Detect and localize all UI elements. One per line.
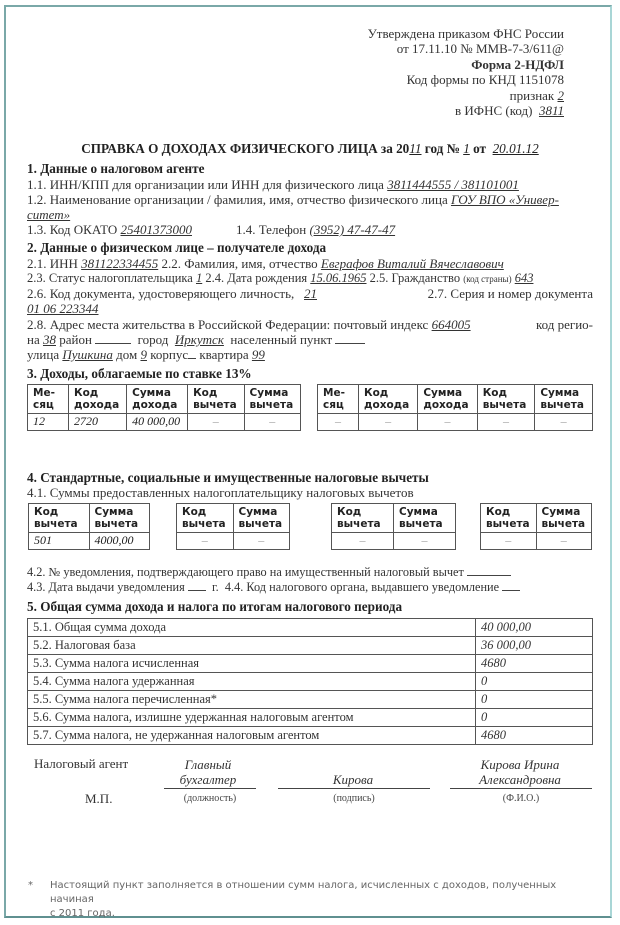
signature-caption: (подпись) — [333, 793, 375, 804]
ifns-value: 3811 — [538, 103, 564, 119]
footnote-text: Настоящий пункт заполняется в отношении сумм налога, исчисленных с доходов, полученных начиная с 2011 года. — [50, 880, 557, 919]
section3-heading: 3. Доходы, облагаемые по ставке 13% — [27, 366, 252, 381]
col-income-sum: Сумма дохода — [127, 385, 188, 414]
agent-label: Налоговый агент — [34, 756, 129, 771]
knd-line: Код формы по КНД 1151078 — [406, 72, 564, 88]
income-table-left — [27, 384, 301, 431]
table-row: 501 4000,00 — [29, 533, 150, 550]
section1-inn: 1.1. ИНН/КПП для организации или ИНН для физического лица 3811444555 / 381101001 — [27, 177, 519, 192]
deduction-table-4: Код вычета Сумма вычета – – — [480, 503, 592, 550]
section2-heading: 2. Данные о физическом лице – получателе дохода — [27, 240, 327, 255]
section1-okato-phone: 1.3. Код ОКАТО 25401373000 1.4. Телефон (3952) 47-47-47 — [27, 222, 396, 237]
order-line: от 17.11.10 № ММВ-7-3/611@ — [396, 41, 564, 57]
form-name: Форма 2-НДФЛ — [471, 56, 564, 72]
table-row: 12 2720 40 000,00 – – — [28, 414, 301, 431]
deduction-table-3: Код вычета Сумма вычета – – — [331, 503, 456, 550]
signature-line — [278, 788, 430, 789]
col-income-code: Код дохода — [69, 385, 127, 414]
notice-number: 4.2. № уведомления, подтверждающего право на имущественный налоговый вычет — [27, 565, 593, 580]
deduction-table-1: Код вычета Сумма вычета 501 4000,00 — [28, 503, 150, 550]
fio-value: Кирова Ирина Александровна — [479, 757, 561, 787]
table-row: 5.2. Налоговая база 36 000,00 — [28, 637, 593, 655]
col-deduction-sum: Сумма вычета — [244, 385, 300, 414]
col-deduction-code: Код вычета — [188, 385, 244, 414]
section2-inn-fio: 2.1. ИНН 381122334455 2.2. Фамилия, имя, отчество Евграфов Виталий Вячеславович — [27, 256, 504, 271]
section2-address: 2.8. Адрес места жительства в Российской Федерации: почтовый индекс 664005 код регио- — [27, 317, 593, 332]
deduction-table-2: Код вычета Сумма вычета – – — [176, 503, 290, 550]
title-date: 20.01.12 — [492, 141, 539, 156]
table-row: 5.5. Сумма налога перечисленная* 0 — [28, 691, 593, 709]
section4-heading: 4. Стандартные, социальные и имущественные налоговые вычеты — [27, 470, 429, 485]
footnote-mark: * — [28, 880, 33, 891]
title-year: 11 — [409, 141, 422, 156]
income-table-right: Ме- сяц Код дохода Сумма дохода Код вычета Сумма вычета – – – – – — [317, 384, 593, 431]
section2-doc: 2.6. Код документа, удостоверяющего личность, 21 2.7. Серия и номер документа — [27, 286, 593, 301]
section2-address-2: на 38 район город Иркутск населенный пункт — [27, 332, 593, 347]
section2-status-birth: 2.3. Статус налогоплательщика 1 2.4. Дата рождения 15.06.1965 2.5. Гражданство (код страны) 643 — [27, 271, 534, 285]
section2-doc-series: 01 06 223344 — [27, 301, 99, 316]
notice-date-org: 4.3. Дата выдачи уведомления г. 4.4. Код налогового органа, выдавшего уведомление — [27, 580, 593, 595]
table-row: – – – – – — [318, 414, 593, 431]
table-row: 5.7. Сумма налога, не удержанная налоговым агентом 4680 — [28, 727, 593, 745]
position-line — [164, 788, 256, 789]
section1-heading: 1. Данные о налоговом агенте — [27, 161, 205, 176]
signature-value: Кирова — [332, 772, 374, 787]
sign-value: 2 — [557, 87, 564, 103]
ifns-line: в ИФНС (код) 3811 — [455, 103, 564, 119]
position-value: Главный бухгалтер — [179, 757, 237, 787]
section1-name-cont: ситет» — [27, 207, 71, 222]
section1-name: 1.2. Наименование организации / фамилия, имя, отчество физического лица ГОУ ВПО «Универ- — [27, 192, 559, 207]
stamp-label: М.П. — [85, 791, 113, 806]
table-row: – – — [481, 533, 592, 550]
position-caption: (должность) — [183, 793, 237, 804]
section5-heading: 5. Общая сумма дохода и налога по итогам налогового периода — [27, 599, 403, 614]
section4-sub: 4.1. Суммы предоставленных налогоплательщику налоговых вычетов — [27, 485, 414, 500]
fio-line — [450, 788, 592, 789]
title-number: 1 — [463, 141, 470, 156]
table-row: 5.1. Общая сумма дохода 40 000,00 — [28, 619, 593, 637]
totals-table — [27, 618, 593, 745]
section2-address-3: улица Пушкина дом 9 корпус квартира 99 — [27, 347, 265, 362]
approval-line: Утверждена приказом ФНС России — [367, 26, 564, 41]
form-header — [368, 26, 564, 118]
table-row: – – — [332, 533, 456, 550]
col-month: Ме- сяц — [28, 385, 69, 414]
table-row: 5.6. Сумма налога, излишне удержанная налоговым агентом 0 — [28, 709, 593, 727]
table-row: 5.4. Сумма налога удержанная 0 — [28, 673, 593, 691]
sign-line: признак 2 — [509, 87, 564, 103]
table-row: 5.3. Сумма налога исчисленная 4680 — [28, 655, 593, 673]
document-title: СПРАВКА О ДОХОДАХ ФИЗИЧЕСКОГО ЛИЦА за 2011 год № 1 от 20.01.12 — [81, 141, 539, 156]
fio-caption: (Ф.И.О.) — [502, 793, 540, 804]
table-row: – – — [177, 533, 290, 550]
